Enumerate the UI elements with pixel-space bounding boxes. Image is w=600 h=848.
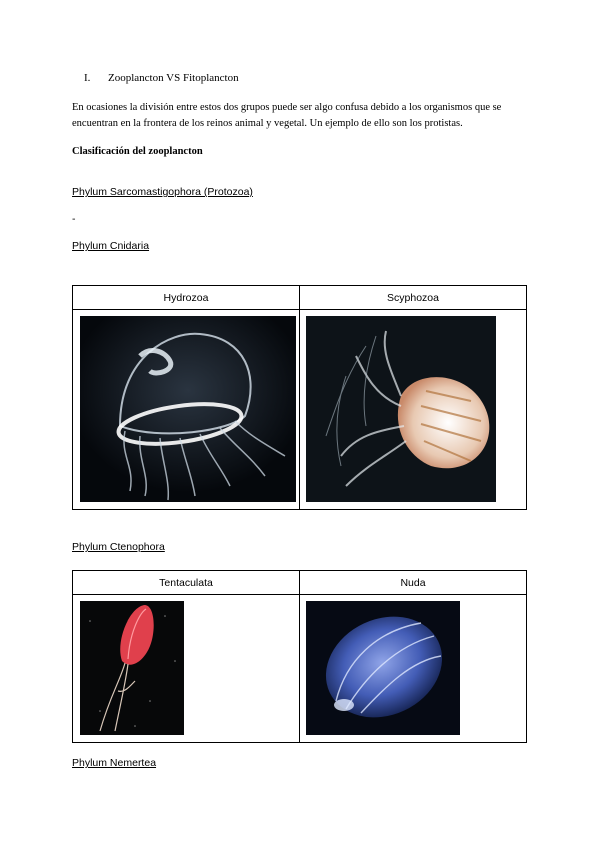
nuda-photo [306, 601, 460, 735]
ctenophora-table [72, 570, 527, 743]
cnidaria-table [72, 285, 527, 510]
header-tentaculata: Tentaculata [73, 571, 300, 595]
header-scyphozoa: Scyphozoa [300, 286, 527, 310]
classification-title: Clasificación del zooplancton [72, 146, 203, 157]
intro-paragraph: En ocasiones la división entre estos dos grupos puede ser algo confusa debido a los organismos que se encuentran en la frontera de los reinos animal y vegetal. Un ejemplo de ello son los protistas. [72, 102, 502, 129]
header-hydrozoa: Hydrozoa [73, 286, 300, 310]
cell-hydrozoa-image [73, 310, 300, 510]
heading-title: Zooplancton VS Fitoplancton [108, 72, 239, 84]
section-heading [84, 72, 239, 84]
tentaculata-photo [80, 601, 184, 735]
phylum-nemertea: Phylum Nemertea [72, 757, 157, 769]
heading-number: I. [84, 72, 91, 84]
cell-nuda-image [300, 595, 527, 743]
scyphozoa-photo [306, 316, 496, 502]
hydrozoa-photo [80, 316, 296, 502]
phylum-ctenophora: Phylum Ctenophora [72, 541, 165, 553]
header-nuda: Nuda [300, 571, 527, 595]
phylum-sarcomastigophora: Phylum Sarcomastigophora (Protozoa) [72, 186, 253, 198]
phylum-cnidaria: Phylum Cnidaria [72, 240, 150, 252]
cell-tentaculata-image [73, 595, 300, 743]
cell-scyphozoa-image [300, 310, 527, 510]
dash-placeholder: - [72, 213, 76, 225]
